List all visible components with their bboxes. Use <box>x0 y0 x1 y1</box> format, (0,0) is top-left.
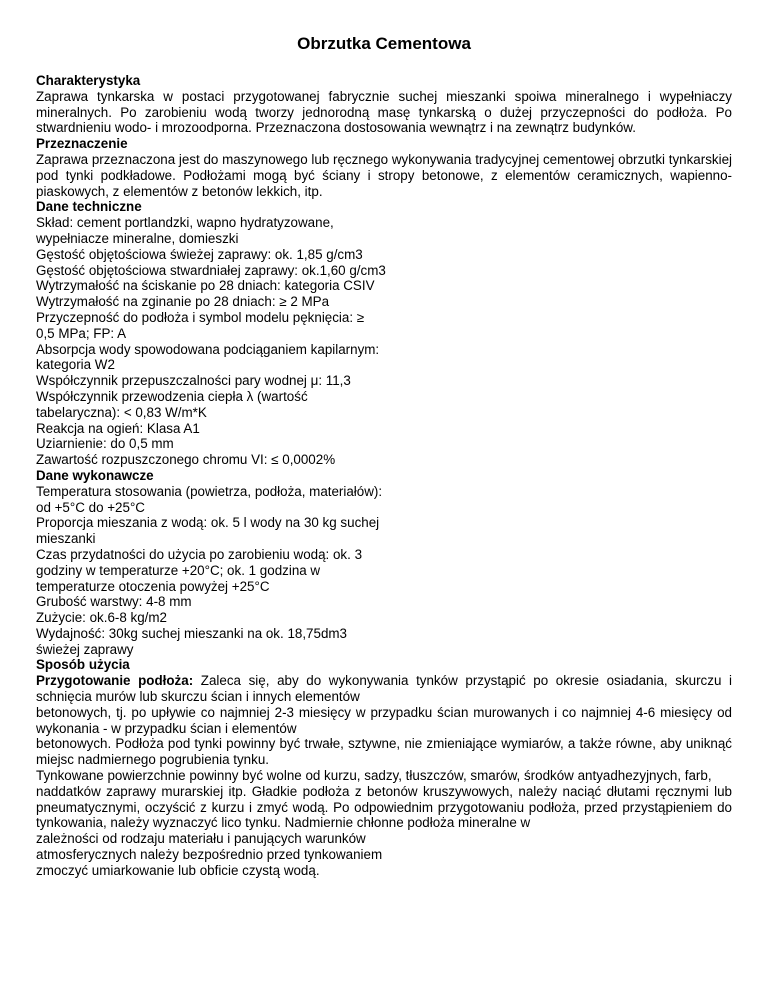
section-heading-przeznaczenie: Przeznaczenie <box>36 136 128 152</box>
text-line: temperaturze otoczenia powyżej +25°C <box>36 578 270 594</box>
text-line: zmoczyć umiarkowanie lub obficie czystą wodą. <box>36 862 320 878</box>
paragraph-tynkowane-powierzchnie: Tynkowane powierzchnie powinny być wolne od kurzu, sadzy, tłuszczów, smarów, środków antyadhezyjnych, farb, <box>36 768 712 784</box>
text-line: mieszanki <box>36 531 96 547</box>
text-line: Współczynnik przepuszczalności pary wodnej μ: 11,3 <box>36 373 351 389</box>
text-line: Wytrzymałość na zginanie po 28 dniach: ≥ 2 MPa <box>36 294 330 310</box>
text-line: świeżej zaprawy <box>36 641 134 657</box>
page-title: Obrzutka Cementowa <box>297 34 471 53</box>
section-heading-sposob-uzycia: Sposób użycia <box>36 657 130 673</box>
text-line: zależności od rodzaju materiału i panujących warunków <box>36 831 366 847</box>
paragraph-przeznaczenie: Zaprawa przeznaczona jest do maszynowego lub ręcznego wykonywania tradycyjnej cementowej obrzutki tynkarskiej pod tynki podkładowe. Podłożami mogą być ściany i stropy betonowe, z elementów ceramicznych, wapienno-piaskowych, z elementów z betonów lekkich, itp. <box>36 151 732 199</box>
text-line: Uziarnienie: do 0,5 mm <box>36 436 174 452</box>
text-line: Gęstość objętościowa stwardniałej zaprawy: ok.1,60 g/cm3 <box>36 262 386 278</box>
paragraph-naddatki: naddatków zaprawy murarskiej itp. Gładkie podłoża z betonów kruszywowych, należy naciąć dłutami ręcznymi lub pneumatycznymi, oczyścić z kurzu i zmyć wodą. Po odpowiednim przygotowaniu podłoża, przed przystąpieniem do tynkowania, należy wyznaczyć lico tynku. Nadmiernie chłonne podłoża mineralne w <box>36 783 732 831</box>
text-line: Współczynnik przewodzenia ciepła λ (wartość <box>36 388 308 404</box>
lead-label: Przygotowanie podłoża: <box>36 673 194 689</box>
section-heading-charakterystyka: Charakterystyka <box>36 73 141 88</box>
paragraph-przygotowanie-cont-2: betonowych. Podłoża pod tynki powinny być trwałe, sztywne, nie zmieniające wymiarów, a także równe, aby uniknąć miejsc nadmiernego pogrubienia tynku. <box>36 736 732 768</box>
text-line: wypełniacze mineralne, domieszki <box>36 230 239 246</box>
paragraph-przygotowanie-podloza <box>36 673 732 705</box>
section-heading-dane-wykonawcze: Dane wykonawcze <box>36 467 154 483</box>
text-line: Proporcja mieszania z wodą: ok. 5 l wody na 30 kg suchej <box>36 515 380 531</box>
text-line: tabelaryczna): < 0,83 W/m*K <box>36 404 207 420</box>
text-line: Gęstość objętościowa świeżej zaprawy: ok. 1,85 g/cm3 <box>36 246 363 262</box>
text-line: od +5°C do +25°C <box>36 499 145 515</box>
text-line: Skład: cement portlandzki, wapno hydratyzowane, <box>36 215 334 231</box>
section-heading-dane-techniczne: Dane techniczne <box>36 199 142 215</box>
text-line: godziny w temperaturze +20°C; ok. 1 godzina w <box>36 562 321 578</box>
text-line: Zawartość rozpuszczonego chromu VI: ≤ 0,0002% <box>36 452 336 468</box>
text-line: Wytrzymałość na ściskanie po 28 dniach: kategoria CSIV <box>36 278 375 294</box>
text-line: Grubość warstwy: 4-8 mm <box>36 594 192 610</box>
text-line: Wydajność: 30kg suchej mieszanki na ok. 18,75dm3 <box>36 625 348 641</box>
text-line: Temperatura stosowania (powietrza, podłoża, materiałów): <box>36 483 383 499</box>
text-line: Czas przydatności do użycia po zarobieniu wodą: ok. 3 <box>36 546 363 562</box>
lead-text: Zaleca się, aby do wykonywania tynków przystąpić po okresie osiadania, skurczu i schnięcia murów lub skurczu ścian i innych elementów <box>36 673 732 705</box>
text-line: Reakcja na ogień: Klasa A1 <box>36 420 200 436</box>
text-line: Absorpcja wody spowodowana podciąganiem kapilarnym: <box>36 341 380 357</box>
text-line: kategoria W2 <box>36 357 115 373</box>
text-line: 0,5 MPa; FP: A <box>36 325 127 341</box>
paragraph-przygotowanie-cont-1: betonowych, tj. po upływie co najmniej 2-3 miesięcy w przypadku ścian murowanych i co najmniej 4-6 miesięcy od wykonania - w przypadku ścian i elementów <box>36 704 732 736</box>
text-line: Przyczepność do podłoża i symbol modelu pęknięcia: ≥ <box>36 309 365 325</box>
paragraph-charakterystyka: Zaprawa tynkarska w postaci przygotowanej fabrycznie suchej mieszanki spoiwa mineralnego i wypełniaczy mineralnych. Po zarobieniu wodą tworzy jednorodną masę tynkarską o dużej przyczepności do podłoża. Po stwardnieniu wodo- i mrozoodporna. Przeznaczona dostosowania wewnątrz i na zewnątrz budynków. <box>36 88 732 136</box>
text-line: atmosferycznych należy bezpośrednio przed tynkowaniem <box>36 847 383 863</box>
text-line: Zużycie: ok.6-8 kg/m2 <box>36 610 167 626</box>
